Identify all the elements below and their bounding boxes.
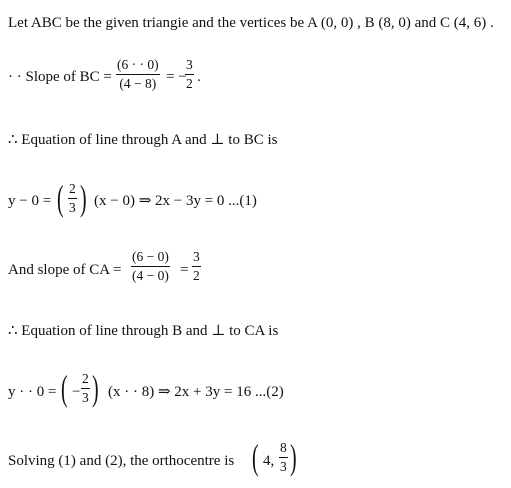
- left-paren: (: [61, 368, 68, 408]
- equation-1-fraction: [68, 182, 77, 214]
- fraction-denominator: 2: [186, 75, 193, 91]
- fraction-numerator: 3: [186, 57, 193, 72]
- fraction-numerator: 2: [69, 181, 76, 196]
- fraction-numerator: 3: [193, 249, 200, 264]
- minus-sign: −: [72, 384, 81, 400]
- right-paren: ): [92, 368, 99, 408]
- fraction-numerator: 2: [82, 371, 89, 386]
- fraction-bar: [192, 266, 201, 267]
- fraction-bar: [68, 198, 77, 199]
- equation-through-a-heading: ∴ Equation of line through A and ⊥ to BC is: [8, 132, 278, 148]
- orthocentre-x: 4,: [263, 453, 275, 469]
- fraction-denominator: 2: [193, 267, 200, 283]
- fraction-bar: [81, 388, 90, 389]
- equation-2-lhs: y · · 0 =: [8, 384, 57, 400]
- slope-ca-fraction: [131, 250, 170, 282]
- equation-through-b-heading: ∴ Equation of line through B and ⊥ to CA is: [8, 323, 279, 339]
- equation-2-rhs: (x · · 8) ⇒ 2x + 3y = 16 ...(2): [108, 384, 284, 400]
- orthocentre-y-fraction: [279, 441, 288, 473]
- fraction-denominator: (4 − 0): [132, 267, 169, 283]
- slope-bc-fraction: [116, 58, 160, 90]
- fraction-bar: [185, 74, 194, 75]
- fraction-numerator: (6 − 0): [132, 249, 169, 264]
- equation-1-rhs: (x − 0) ⇒ 2x − 3y = 0 ...(1): [94, 193, 257, 209]
- left-paren: (: [57, 178, 64, 218]
- slope-bc-value-fraction: [185, 58, 194, 90]
- slope-bc-label: · · Slope of BC =: [8, 69, 112, 85]
- problem-statement: Let ABC be the given triangie and the vertices be A (0, 0) , B (8, 0) and C (4, 6) .: [8, 15, 494, 31]
- equation-2-fraction: [81, 372, 90, 404]
- equals-sign: =: [180, 262, 189, 278]
- right-paren: ): [290, 437, 297, 477]
- fraction-denominator: 3: [69, 199, 76, 215]
- orthocentre-statement: Solving (1) and (2), the orthocentre is: [8, 453, 235, 469]
- fraction-denominator: 3: [280, 458, 287, 474]
- period: .: [197, 69, 201, 85]
- equation-1-lhs: y − 0 =: [8, 193, 52, 209]
- fraction-bar: [116, 74, 160, 75]
- fraction-bar: [131, 266, 170, 267]
- slope-ca-label: And slope of CA =: [8, 262, 122, 278]
- fraction-bar: [279, 457, 288, 458]
- right-paren: ): [80, 178, 87, 218]
- left-paren: (: [252, 437, 259, 477]
- fraction-denominator: (4 − 8): [119, 75, 157, 91]
- equals-minus: = −: [166, 69, 187, 85]
- fraction-numerator: (6 · · 0): [117, 57, 159, 72]
- fraction-denominator: 3: [82, 389, 89, 405]
- slope-ca-value-fraction: [192, 250, 201, 282]
- fraction-numerator: 8: [280, 440, 287, 455]
